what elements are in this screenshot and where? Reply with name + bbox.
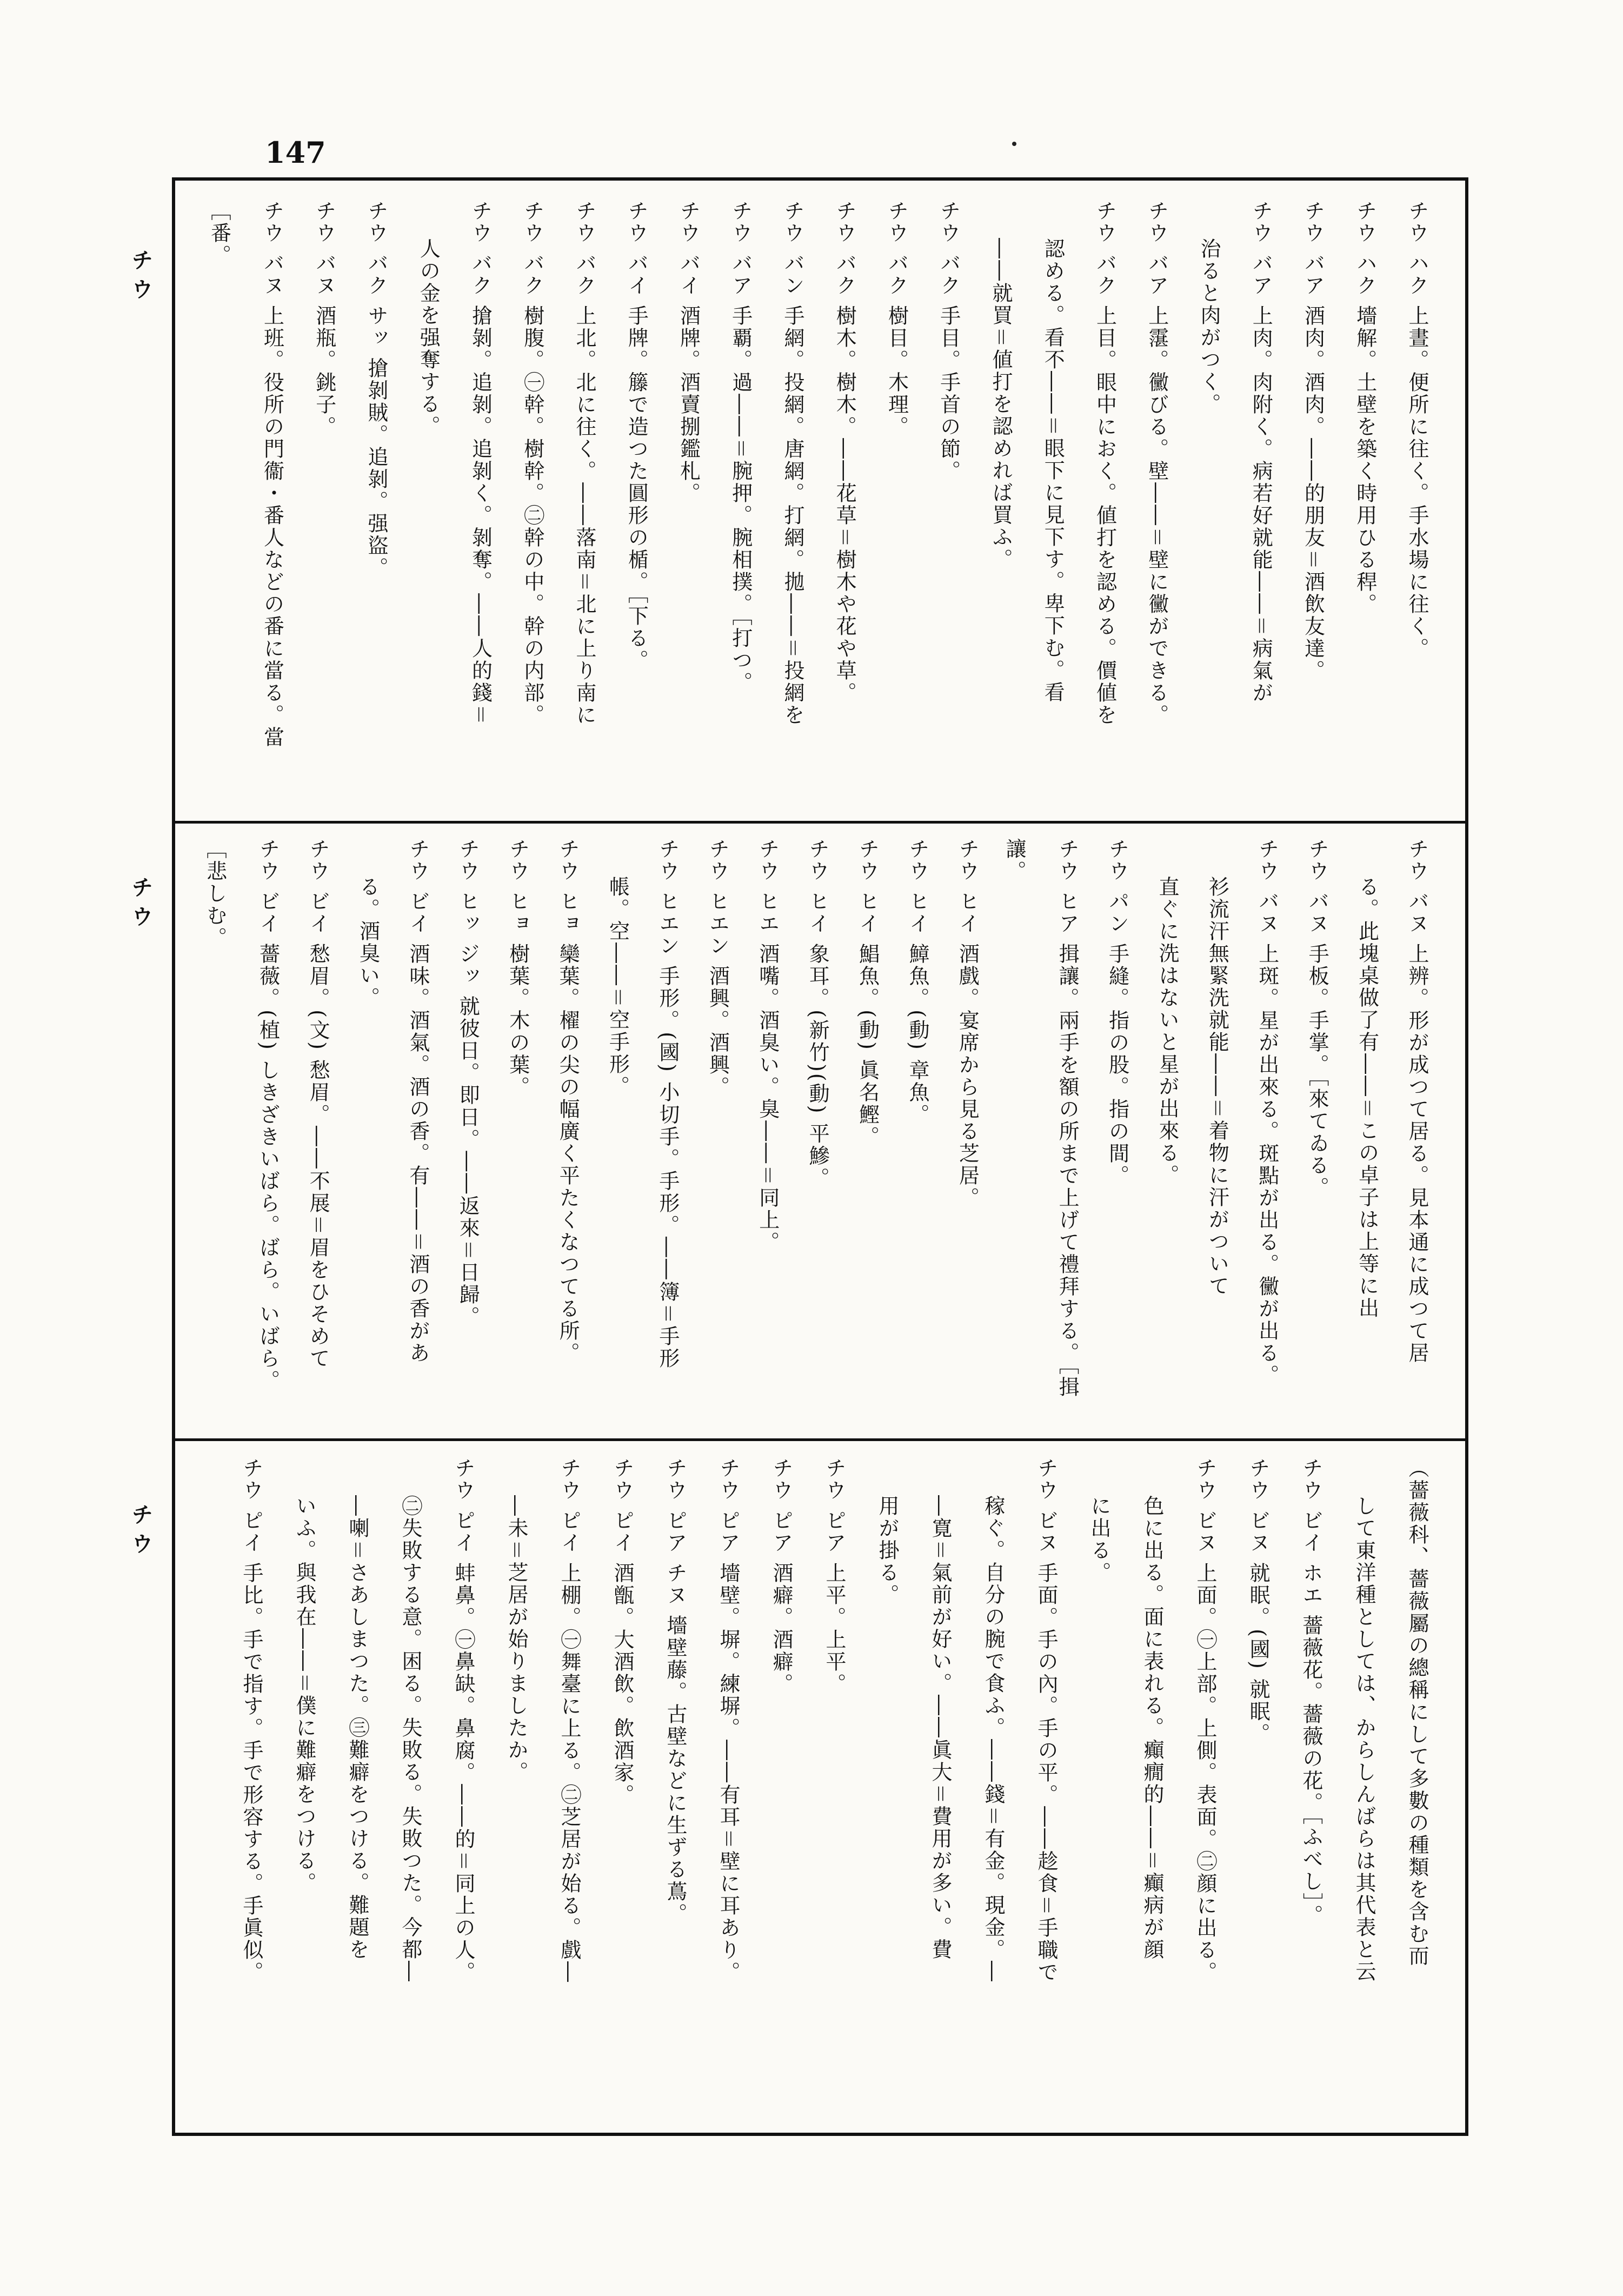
entry-column: チウ バク 樹腹。㊀幹。樹幹。㊁幹の中。幹の内部。 [520,200,544,727]
entry-continuation: いふ。與我在――＝僕に難癖をつける。 [292,1495,316,1895]
entry-continuation: 認める。看不――＝眼下に見下す。卑下む。看 [1041,238,1065,704]
entry-continuation: 色に出る。面に表れる。癲癇的――＝癲病が顔 [1140,1495,1164,1961]
entry-continuation: 用が掛る。 [875,1495,899,1606]
entry-column: チウ バク 搶剝。追剝。追剝く。剝奪。――人的錢＝ [468,200,493,727]
entry-column: チウ ピイ 上棚。㊀舞臺に上る。㊁芝居が始る。戲― [557,1457,581,1984]
entry-continuation: ㊁失敗する意。困る。失敗る。失敗つた。今都― [398,1495,422,1983]
entry-column: チウ ビイ ホエ 薔薇花。薔薇の花。［ふべし］。 [1299,1457,1323,1927]
entry-continuation: ―寛＝氣前が好い。――眞大＝費用が多い。費 [928,1495,952,1961]
entry-column: チウ バク 上北。北に往く。――落南＝北に上り南に [573,200,596,727]
entry-continuation: る。酒臭い。 [356,876,380,1009]
speck-mark [1012,142,1016,146]
section-divider-upper [172,821,1468,824]
entry-column: チウ バク 上目。眼中におく。値打を認める。價値を [1093,200,1117,727]
entry-column: チウ ビイ 酒味。酒氣。酒の香。有――＝酒の香があ [405,838,430,1365]
dictionary-section-middle [195,838,1444,1425]
entry-column: チウ バア 手覇。過――＝腕押。腕相撲。［打つ。 [728,200,753,694]
dictionary-section-bottom [195,1457,1444,2114]
entry-column: チウ ヒイ 象耳。(新竹)(動) 平鰺。 [806,838,830,1190]
entry-continuation: 治ると肉がつく。 [1197,238,1221,415]
entry-column: チウ ピア チヌ 墻壁藤。古壁などに生ずる蔦。 [663,1457,687,1926]
side-mark-bottom: チ ウ [128,1503,153,1554]
side-mark-top: チ ウ [128,249,153,300]
entry-column: チウ ビイ 薔薇。(植) しきざきいばら。ばら。いばら。［悲しむ。 [203,838,280,1392]
entry-column: チウ ヒョ 欒葉。櫂の尖の幅廣く平たくなつてる所。 [556,838,580,1365]
entry-column: チウ バヌ 上班。役所の門衞・番人などの番に當る。當［番。 [207,200,284,749]
entry-continuation: 人の金を强奪する。 [416,238,441,437]
entry-column: チウ バヌ 上斑。星が出來る。斑點が出る。黴が出る。 [1255,838,1279,1387]
entry-column: チウ バア 上肉。肉附く。病若好就能――＝病氣が [1249,200,1273,705]
entry-column: チウ バヌ 酒瓶。銚子。 [312,200,336,439]
entry-column: チウ ヒア 揖讓。兩手を額の所まで上げて禮拜する。［揖讓。 [1002,838,1080,1399]
entry-column: チウ ピア 墻壁。塀。練塀。――有耳＝壁に耳あり。 [716,1457,740,1984]
entry-continuation: 稼ぐ。自分の腕で食ふ。――錢＝有金。現金。― [981,1495,1005,1983]
entry-column: チウ ピイ 手比。手で指す。手で形容する。手眞似。 [240,1457,263,1984]
entry-continuation: 衫流汗無緊洗就能――＝着物に汗がついて [1205,876,1229,1298]
entry-column: チウ バア 上霮。黴びる。壁――＝壁に黴ができる。 [1145,200,1169,727]
entry-continuation: 直ぐに洗はないと星が出來る。 [1155,876,1179,1186]
entry-column: チウ バヌ 上辨。形が成つて居る。見本通に成つて居 [1405,838,1429,1365]
entry-continuation: して東洋種としては、からしんばらは其代表と云 [1352,1495,1376,1983]
entry-continuation: に出る。 [1087,1495,1111,1584]
entry-column: チウ バン 手網。投網。唐網。打網。拋――＝投網を [781,200,804,727]
side-mark-middle: チ ウ [128,876,153,927]
entry-continuation: 帳。空――＝空手形。 [606,876,630,1098]
entry-column: チウ ビイ 愁眉。(文) 愁眉。――不展＝眉をひそめて [306,838,330,1370]
entry-column: チウ ピイ 酒甑。大酒飲。飲酒家。 [610,1457,634,1807]
entry-column: チウ バク サッ 搶剝賊。追剝。强盜。 [364,200,388,580]
entry-column: チウ ピイ 蚌鼻。㊀鼻缺。鼻腐。――的＝同上の人。 [451,1457,475,1984]
entry-column: チウ バイ 酒牌。酒賣捌鑑札。 [676,200,701,505]
entry-column: チウ バア 酒肉。酒肉。――的朋友＝酒飲友達。 [1301,200,1325,682]
entry-continuation: （薔薇科、薔薇屬の總稱にして多數の種類を含む而 [1405,1457,1429,1967]
entry-column: チウ ヒエン 手形。(國) 小切手。手形。――簿＝手形 [655,838,680,1370]
entry-column: チウ バク 樹目。木理。 [884,200,909,439]
entry-column: チウ ヒエン 酒興。酒興。 [706,838,730,1099]
entry-column: チウ ピア 酒癖。酒癖。 [769,1457,793,1696]
entry-column: チウ バヌ 手板。手掌。［來てゐる。 [1305,838,1329,1199]
entry-column: チウ ヒエ 酒嘴。酒臭い。臭――＝同上。 [755,838,780,1254]
entry-column: チウ ビヌ 上面。㊀上部。上側。表面。㊁顔に出る。 [1193,1457,1217,1984]
page-number: 147 [265,135,326,170]
entry-column: チウ ビヌ 手面。手の內。手の平。――趁食＝手職で [1034,1457,1058,1984]
entry-column: チウ バイ 手牌。籐で造つた圓形の楯。［下る。 [624,200,649,672]
entry-column: チウ ハク 上晝。便所に往く。手水場に往く。 [1405,200,1429,660]
entry-column: チウ ビヌ 就眠。(國) 就眠。 [1246,1457,1270,1745]
entry-column: チウ ヒッ ジッ 就彼日。即日。――返來＝日歸。 [456,838,480,1329]
entry-column: チウ ハク 墻解。土壁を築く時用ひる稈。 [1353,200,1377,616]
dictionary-section-top [195,200,1444,806]
entry-continuation: ―喇＝さあしまつた。㊂難癖をつける。難題を [345,1495,369,1961]
entry-column: チウ バク 手目。手首の節。 [936,200,961,483]
entry-column: チウ ヒイ 鯧魚。(動) 眞名鰹。 [855,838,880,1148]
entry-column: チウ ヒイ 酒戲。宴席から見る芝居。 [955,838,980,1210]
entry-column: チウ パン 手縫。指の股。指の間。 [1105,838,1129,1187]
entry-column: チウ ピア 上平。上平。 [822,1457,846,1696]
entry-continuation: る。此塊桌做了有――＝この卓子は上等に出 [1355,876,1379,1320]
entry-continuation: ――就買＝値打を認めれば買ふ。 [989,238,1013,571]
entry-column: チウ ヒョ 樹葉。木の葉。 [505,838,530,1099]
entry-column: チウ バク 樹木。樹木。――花草＝樹木や花や草。 [833,200,857,705]
entry-continuation: ―未＝芝居が始りましたか。 [504,1495,528,1784]
entry-column: チウ ヒイ 鱆魚。(動) 章魚。 [905,838,929,1126]
